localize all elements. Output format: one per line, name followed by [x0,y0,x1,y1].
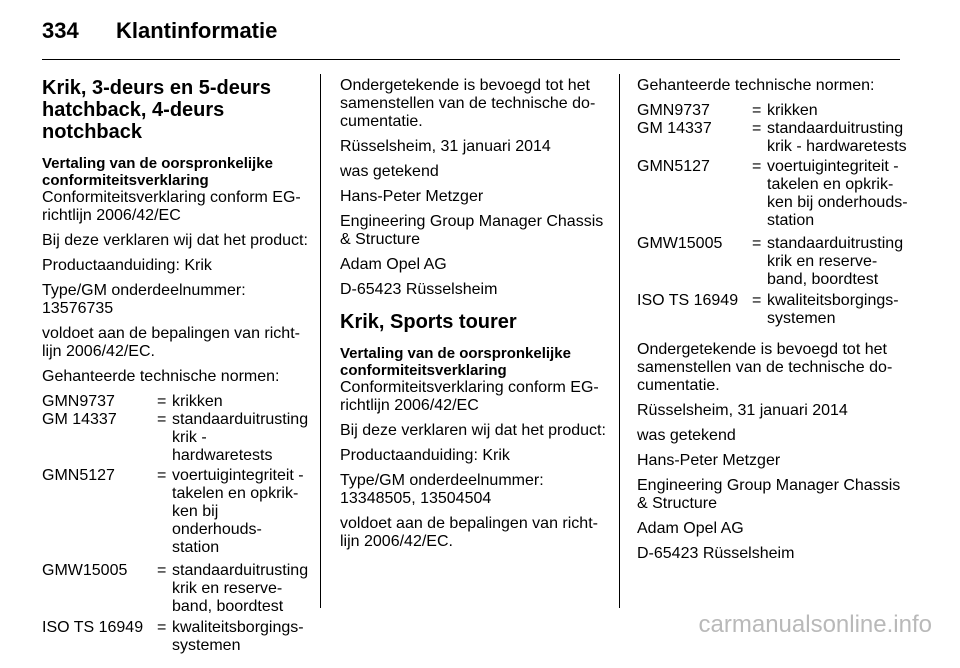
standard-code: GMW15005 [637,235,723,252]
standard-code: ISO TS 16949 [637,292,739,309]
page-header-title: Klantinformatie [116,18,278,43]
table-row [637,120,909,156]
standard-code: GMN9737 [42,393,115,410]
paragraph: Conformiteitsverklaring conform EG- richtlijn 2006/42/EC [340,379,599,414]
standards-table [42,393,310,655]
standard-description: standaarduitrusting krik - hardwaretests [767,120,907,155]
table-row [637,102,909,120]
paragraph: Hans-Peter Metzger [340,188,484,205]
standard-description: standaarduitrusting krik - hardwaretests [172,411,309,464]
column-divider [619,74,620,608]
paragraph: Engineering Group Manager Chassis & Structure [637,477,901,512]
paragraph: Hans-Peter Metzger [637,452,781,469]
standard-description: krikken [767,102,818,119]
table-row [42,465,310,560]
paragraph: voldoet aan de bepalingen van richt- lijn 2006/42/EC. [340,515,598,550]
standard-description: voertuigintegriteit - takelen en opkrik- ken bij onderhouds- station [767,158,908,229]
paragraph: Rüsselsheim, 31 januari 2014 [637,402,848,419]
header-rule [42,59,900,60]
page-number: 334 [42,18,79,43]
paragraph: Bij deze verklaren wij dat het product: [340,422,606,439]
section-heading: Krik, Sports tourer [340,311,517,333]
standard-code: GMN9737 [637,102,710,119]
table-row [42,411,310,465]
table-row [42,619,310,655]
table-row [42,393,310,411]
paragraph: Type/GM onderdeelnummer: 13348505, 13504504 [340,472,544,507]
table-row [637,156,909,233]
section-subheading: Vertaling van de oorspronkelijke conformiteitsverklaring [340,345,571,379]
paragraph: Productaanduiding: Krik [340,447,510,464]
equals-sign: = [157,393,167,410]
paragraph: Ondergetekende is bevoegd tot het samenstellen van de technische do- cumentatie. [637,341,893,394]
paragraph: Gehanteerde technische normen: [637,77,875,94]
paragraph: Productaanduiding: Krik [42,257,212,274]
column-1 [42,77,310,668]
paragraph: Bij deze verklaren wij dat het product: [42,232,308,249]
standard-code: GMN5127 [637,158,710,175]
table-row [42,560,310,619]
paragraph: Engineering Group Manager Chassis & Structure [340,213,604,248]
standard-code: ISO TS 16949 [42,619,144,636]
standard-description: krikken [172,393,223,410]
paragraph: voldoet aan de bepalingen van richt- lijn 2006/42/EC. [42,325,300,360]
standard-code: GMN5127 [42,467,115,484]
standard-description: standaarduitrusting krik en reserve- band, boordtest [767,235,904,288]
equals-sign: = [157,467,167,484]
paragraph: Conformiteitsverklaring conform EG- richtlijn 2006/42/EC [42,189,301,224]
paragraph: Gehanteerde technische normen: [42,368,280,385]
paragraph: Adam Opel AG [340,256,447,273]
equals-sign: = [157,619,167,636]
paragraph: Rüsselsheim, 31 januari 2014 [340,138,551,155]
paragraph: Type/GM onderdeelnummer: 13576735 [42,282,246,317]
equals-sign: = [752,292,762,309]
equals-sign: = [157,562,167,579]
paragraph: Adam Opel AG [637,520,744,537]
column-2 [340,77,612,558]
standard-code: GM 14337 [637,120,712,137]
standard-code: GMW15005 [42,562,128,579]
paragraph: Ondergetekende is bevoegd tot het samenstellen van de technische do- cumentatie. [340,77,596,130]
paragraph: D-65423 Rüsselsheim [340,281,498,298]
paragraph: was getekend [340,163,439,180]
equals-sign: = [752,235,762,252]
equals-sign: = [752,102,762,119]
watermark: carmanualsonline.info [698,611,932,638]
standard-description: standaarduitrusting krik en reserve- band, boordtest [172,562,309,615]
standard-code: GM 14337 [42,411,117,428]
standard-description: kwaliteitsborgings- systemen [767,292,899,327]
table-row [637,292,909,328]
paragraph: D-65423 Rüsselsheim [637,545,795,562]
section-heading: Krik, 3-deurs en 5-deurs hatchback, 4-deurs notchback [42,77,271,143]
standard-description: kwaliteitsborgings- systemen [172,619,304,654]
paragraph: was getekend [637,427,736,444]
equals-sign: = [752,120,762,137]
standard-description: voertuigintegriteit - takelen en opkrik- ken bij onderhouds- station [172,467,304,556]
equals-sign: = [752,158,762,175]
standards-table [637,102,909,328]
equals-sign: = [157,411,167,428]
column-divider [320,74,321,608]
table-row [637,233,909,292]
section-subheading: Vertaling van de oorspronkelijke conformiteitsverklaring [42,155,273,189]
column-3 [637,77,909,570]
